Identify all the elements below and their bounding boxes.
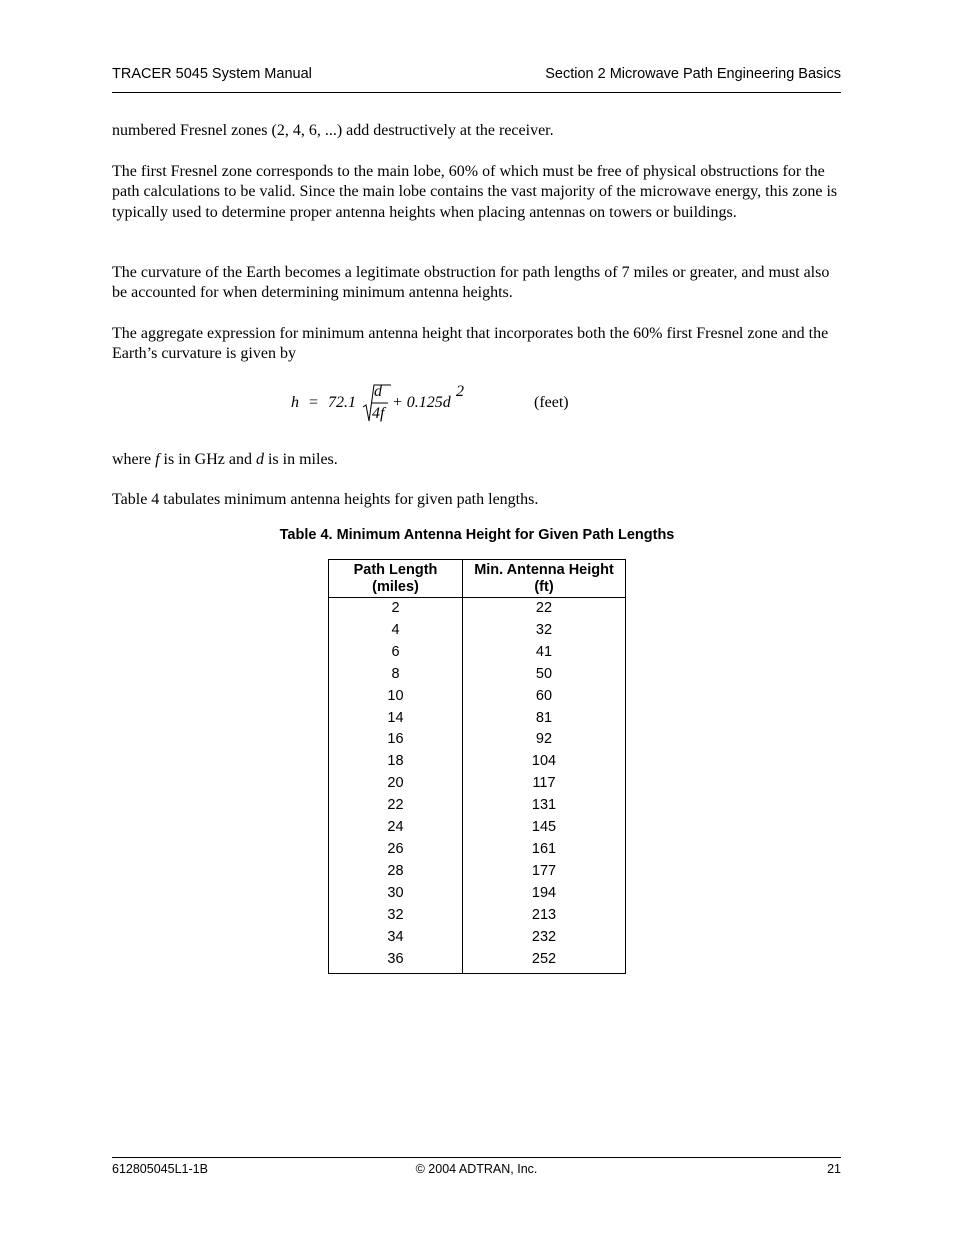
- path-length-cell: 22: [329, 795, 463, 817]
- table-caption: Table 4. Minimum Antenna Height for Given Path Lengths: [279, 527, 675, 543]
- path-length-cell: 20: [329, 773, 463, 795]
- antenna-height-cell: 232: [463, 927, 626, 949]
- table-row: [329, 795, 626, 817]
- paragraph-5-suffix: is in miles.: [263, 451, 338, 468]
- column-header-antenna-height-line1: Min. Antenna Height: [474, 561, 614, 578]
- path-length-cell: 24: [329, 817, 463, 839]
- path-length-cell: 32: [329, 905, 463, 927]
- path-length-cell: 34: [329, 927, 463, 949]
- antenna-height-cell: 177: [463, 861, 626, 883]
- formula-numerator: d: [374, 383, 382, 400]
- table-row: [329, 686, 626, 708]
- table-row: [329, 620, 626, 642]
- paragraph-5: [112, 450, 842, 470]
- path-length-cell: 6: [329, 642, 463, 664]
- table-row: [329, 949, 626, 974]
- antenna-height-cell: 131: [463, 795, 626, 817]
- page-footer: [112, 1157, 841, 1176]
- table-row: [329, 905, 626, 927]
- paragraph-5-prefix: where: [112, 451, 156, 468]
- antenna-height-formula: [291, 383, 591, 433]
- formula-exponent: 2: [456, 383, 464, 400]
- formula-denominator: 4f: [372, 405, 385, 422]
- variable-f: f: [155, 451, 160, 468]
- column-header-antenna-height-line2: (ft): [534, 578, 554, 595]
- path-length-cell: 18: [329, 751, 463, 773]
- column-header-path-length: [329, 560, 463, 598]
- antenna-height-cell: 60: [463, 686, 626, 708]
- paragraph-2: The first Fresnel zone corresponds to the main lobe, 60% of which must be free of physical obstructions for the path calculations to be valid. Since the main lobe contains the vast majority of the microwave energy, this zone is typically used to determine proper antenna heights when placing antennas on towers or buildings.: [112, 163, 838, 221]
- table-row: [329, 883, 626, 905]
- table-row: [329, 664, 626, 686]
- path-length-cell: 36: [329, 949, 463, 974]
- table-row: [329, 729, 626, 751]
- column-header-path-length-line2: (miles): [372, 578, 419, 595]
- antenna-height-cell: 81: [463, 708, 626, 730]
- antenna-height-cell: 92: [463, 729, 626, 751]
- antenna-height-cell: 104: [463, 751, 626, 773]
- page-header: [112, 66, 841, 93]
- path-length-cell: 16: [329, 729, 463, 751]
- antenna-height-table: [328, 559, 626, 974]
- path-length-cell: 8: [329, 664, 463, 686]
- path-length-cell: 26: [329, 839, 463, 861]
- column-header-antenna-height: [463, 560, 626, 598]
- path-length-cell: 10: [329, 686, 463, 708]
- antenna-height-cell: 22: [463, 598, 626, 620]
- formula-equals: =: [309, 394, 319, 411]
- table-row: [329, 839, 626, 861]
- paragraph-4: The aggregate expression for minimum antenna height that incorporates both the 60% first Fresnel zone and the Earth’s curvature is given by: [112, 325, 829, 363]
- copyright: © 2004 ADTRAN, Inc.: [415, 1162, 538, 1176]
- table-row: [329, 708, 626, 730]
- antenna-height-cell: 252: [463, 949, 626, 974]
- path-length-cell: 28: [329, 861, 463, 883]
- antenna-height-cell: 50: [463, 664, 626, 686]
- path-length-cell: 14: [329, 708, 463, 730]
- antenna-height-cell: 32: [463, 620, 626, 642]
- path-length-cell: 4: [329, 620, 463, 642]
- table-row: [329, 598, 626, 620]
- antenna-height-cell: 41: [463, 642, 626, 664]
- paragraph-1: numbered Fresnel zones (2, 4, 6, ...) add destructively at the receiver.: [112, 122, 554, 139]
- path-length-cell: 30: [329, 883, 463, 905]
- paragraph-6: Table 4 tabulates minimum antenna heights for given path lengths.: [112, 491, 539, 508]
- path-length-cell: 2: [329, 598, 463, 620]
- table-row: [329, 861, 626, 883]
- paragraph-5-mid: is in GHz and: [159, 451, 256, 468]
- antenna-height-cell: 213: [463, 905, 626, 927]
- document-number: 612805045L1-1B: [112, 1162, 208, 1176]
- antenna-height-cell: 145: [463, 817, 626, 839]
- variable-d: d: [255, 451, 264, 468]
- manual-title: TRACER 5045 System Manual: [112, 66, 312, 82]
- antenna-height-cell: 194: [463, 883, 626, 905]
- column-header-path-length-line1: Path Length: [353, 561, 438, 578]
- table-row: [329, 751, 626, 773]
- antenna-height-cell: 117: [463, 773, 626, 795]
- formula-unit: (feet): [534, 394, 569, 411]
- section-title: Section 2 Microwave Path Engineering Basics: [545, 66, 841, 82]
- formula-lhs: h: [291, 394, 299, 411]
- antenna-height-cell: 161: [463, 839, 626, 861]
- table-row: [329, 927, 626, 949]
- table-body: [329, 598, 626, 974]
- page-number: 21: [827, 1162, 841, 1176]
- formula-coefficient: 72.1: [328, 394, 356, 411]
- paragraph-3: The curvature of the Earth becomes a legitimate obstruction for path lengths of 7 miles or greater, and must also be accounted for when determining minimum antenna heights.: [112, 264, 830, 302]
- table-header-row: [329, 560, 626, 598]
- table-row: [329, 817, 626, 839]
- table-row: [329, 773, 626, 795]
- table-row: [329, 642, 626, 664]
- formula-plus-term: + 0.125d: [392, 394, 451, 411]
